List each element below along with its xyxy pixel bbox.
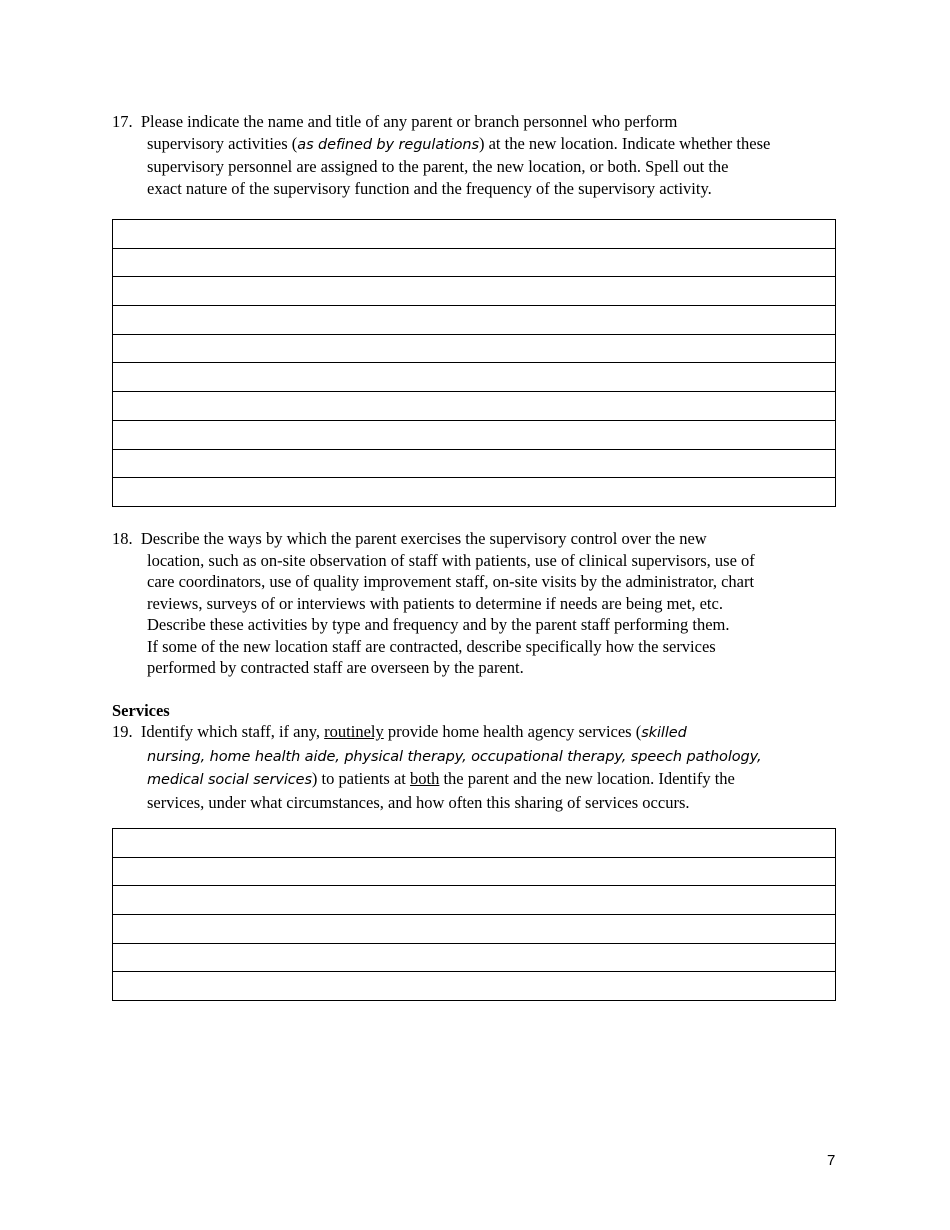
- answer-cell[interactable]: [113, 943, 836, 972]
- question-17-text-2a: supervisory activities (: [147, 133, 298, 153]
- question-17-line-3: supervisory personnel are assigned to the parent, the new location, or both. Spell out the: [147, 157, 729, 176]
- question-17-text-2b: ) at the new location. Indicate whether these: [478, 133, 771, 153]
- question-18-line-5: Describe these activities by type and frequency and by the parent staff performing them.: [147, 615, 730, 634]
- question-18-line-1: [112, 528, 842, 550]
- question-19-text-1a: Identify which staff, if any,: [140, 722, 325, 741]
- answer-row: [113, 972, 836, 1001]
- answer-row: [113, 363, 836, 392]
- question-19-line-3: [112, 768, 842, 792]
- question-19-line-2: [112, 745, 842, 769]
- question-19-underline-routinely: routinely: [324, 722, 384, 741]
- services-heading: Services: [112, 701, 170, 720]
- answer-row: [113, 915, 836, 944]
- answer-row: [113, 392, 836, 421]
- question-17-line-4: exact nature of the supervisory function and the frequency of the supervisory activity.: [147, 178, 712, 198]
- question-17-answer-table: [112, 219, 836, 507]
- answer-cell[interactable]: [113, 886, 836, 915]
- question-19: [112, 721, 842, 813]
- question-17: [112, 111, 842, 199]
- answer-cell[interactable]: [113, 972, 836, 1001]
- question-18-line-6: If some of the new location staff are contracted, describe specifically how the services: [147, 636, 716, 656]
- answer-cell[interactable]: [113, 829, 836, 858]
- answer-row: [113, 420, 836, 449]
- answer-row: [113, 478, 836, 507]
- question-19-italic-1: skilled: [641, 725, 687, 741]
- question-18-text-1: Describe the ways by which the parent exercises the supervisory control over the new: [140, 529, 707, 548]
- answer-cell[interactable]: [113, 363, 836, 392]
- answer-cell[interactable]: [113, 334, 836, 363]
- question-18-number: 18.: [112, 529, 133, 548]
- answer-cell[interactable]: [113, 248, 836, 277]
- answer-row: [113, 306, 836, 335]
- question-18-line-3: care coordinators, use of quality improvement staff, on-site visits by the administrator, chart: [147, 572, 755, 591]
- answer-cell[interactable]: [113, 277, 836, 306]
- answer-row: [113, 449, 836, 478]
- question-17-line-2: [112, 133, 842, 157]
- answer-cell[interactable]: [113, 857, 836, 886]
- question-18-line-4: reviews, surveys of or interviews with patients to determine if needs are being met, etc.: [147, 593, 723, 613]
- answer-row: [113, 220, 836, 249]
- answer-row: [113, 829, 836, 858]
- question-19-underline-both: both: [409, 769, 440, 788]
- question-19-number: 19.: [112, 722, 133, 741]
- page-number: 7: [827, 1152, 836, 1169]
- question-17-italic-phrase: as defined by regulations: [297, 136, 479, 153]
- question-17-text-1: Please indicate the name and title of any parent or branch personnel who perform: [140, 112, 678, 131]
- answer-row: [113, 334, 836, 363]
- answer-cell[interactable]: [113, 306, 836, 335]
- question-19-answer-table: [112, 828, 836, 1001]
- answer-cell[interactable]: [113, 420, 836, 449]
- question-19-italic-3: medical social services: [147, 772, 312, 788]
- answer-cell[interactable]: [113, 392, 836, 421]
- question-18-line-7: performed by contracted staff are overseen by the parent.: [147, 658, 524, 677]
- question-19-text-1b: provide home health agency services (: [383, 722, 642, 741]
- answer-row: [113, 886, 836, 915]
- question-17-line-1: [112, 111, 842, 133]
- question-19-italic-2: nursing, home health aide, physical therapy, occupational therapy, speech pathology,: [147, 748, 762, 765]
- answer-row: [113, 857, 836, 886]
- question-19-text-3b: the parent and the new location. Identify the: [439, 769, 735, 788]
- answer-row: [113, 943, 836, 972]
- answer-row: [113, 248, 836, 277]
- question-18: [112, 528, 842, 679]
- question-19-line-1: [112, 721, 842, 745]
- answer-cell[interactable]: [113, 220, 836, 249]
- question-19-text-3a: ) to patients at: [311, 769, 410, 788]
- question-19-line-4: services, under what circumstances, and how often this sharing of services occurs.: [147, 792, 690, 812]
- answer-row: [113, 277, 836, 306]
- answer-cell[interactable]: [113, 915, 836, 944]
- answer-cell[interactable]: [113, 478, 836, 507]
- answer-cell[interactable]: [113, 449, 836, 478]
- question-17-number: 17.: [112, 112, 133, 131]
- question-18-line-2: location, such as on-site observation of staff with patients, use of clinical supervisors, use of: [147, 550, 755, 570]
